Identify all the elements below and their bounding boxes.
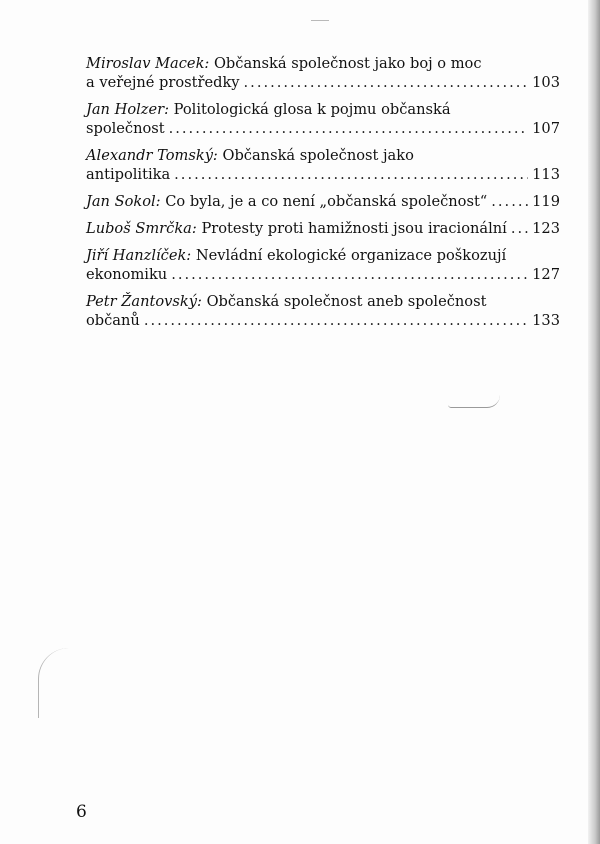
- toc-entry-line: [86, 246, 560, 265]
- toc-title-continued: antipolitika: [86, 166, 171, 183]
- toc-entry-line: [86, 219, 560, 238]
- toc-title: Co byla, je a co není „občanská společnost“: [165, 193, 488, 210]
- toc-title: Občanská společnost aneb společnost: [206, 293, 487, 310]
- toc-entry-smrcka: [86, 219, 560, 238]
- scan-edge-shadow: [588, 0, 600, 844]
- toc-entry-tomsky: [86, 146, 560, 184]
- toc-page-number: 107: [532, 120, 560, 137]
- toc-page-number: 123: [532, 220, 560, 237]
- toc-entry-holzer: [86, 100, 560, 138]
- toc-author: Jan Holzer:: [86, 101, 169, 118]
- toc-entry-line: [86, 146, 560, 165]
- toc-author: Alexandr Tomský:: [86, 147, 218, 164]
- toc-entry-line: [86, 265, 560, 284]
- toc-entry-line: [86, 311, 560, 330]
- toc-author: Petr Žantovský:: [86, 293, 202, 310]
- toc-author: Luboš Smrčka:: [86, 220, 197, 237]
- dot-leader: [511, 219, 528, 238]
- toc-entry-line: [86, 165, 560, 184]
- toc-entry-macek: [86, 54, 560, 92]
- toc-title: Občanská společnost jako: [222, 147, 414, 164]
- toc-author: Jiří Hanzlíček:: [86, 247, 192, 264]
- toc-page-number: 103: [532, 74, 560, 91]
- toc-entry-line: [86, 192, 560, 211]
- stray-pencil-mark: [448, 395, 500, 408]
- toc-entry-zantovsky: [86, 292, 560, 330]
- page-number: 6: [76, 802, 87, 822]
- toc-author: Miroslav Macek:: [86, 55, 210, 72]
- toc-page-number: 133: [532, 312, 560, 329]
- toc-title-continued: a veřejné prostředky: [86, 74, 240, 91]
- toc-title: Protesty proti hamižnosti jsou iracionální: [201, 220, 507, 237]
- toc-title-continued: občanů: [86, 312, 140, 329]
- toc-entry-sokol: [86, 192, 560, 211]
- dot-leader: [244, 73, 529, 92]
- toc-page-number: 119: [532, 193, 560, 210]
- toc-title: Nevládní ekologické organizace poškozují: [195, 247, 507, 264]
- toc-title-continued: společnost: [86, 120, 165, 137]
- toc-entry-hanzlicek: [86, 246, 560, 284]
- toc-title-continued: ekonomiku: [86, 266, 168, 283]
- toc-entry-line: [86, 292, 560, 311]
- toc-title: Občanská společnost jako boj o moc: [213, 55, 482, 72]
- dot-leader: [174, 165, 528, 184]
- toc-entry-line: [86, 54, 560, 73]
- top-margin-mark: [311, 20, 329, 21]
- toc-entry-line: [86, 100, 560, 119]
- dot-leader: [491, 192, 528, 211]
- toc-title: Politologická glosa k pojmu občanská: [173, 101, 451, 118]
- dot-leader: [171, 265, 528, 284]
- toc-page-number: 113: [532, 166, 560, 183]
- dot-leader: [144, 311, 528, 330]
- toc-entry-line: [86, 73, 560, 92]
- toc-page-number: 127: [532, 266, 560, 283]
- toc-entry-line: [86, 119, 560, 138]
- table-of-contents: [86, 54, 560, 338]
- toc-author: Jan Sokol:: [86, 193, 161, 210]
- dot-leader: [169, 119, 529, 138]
- stray-pencil-mark: [38, 648, 69, 718]
